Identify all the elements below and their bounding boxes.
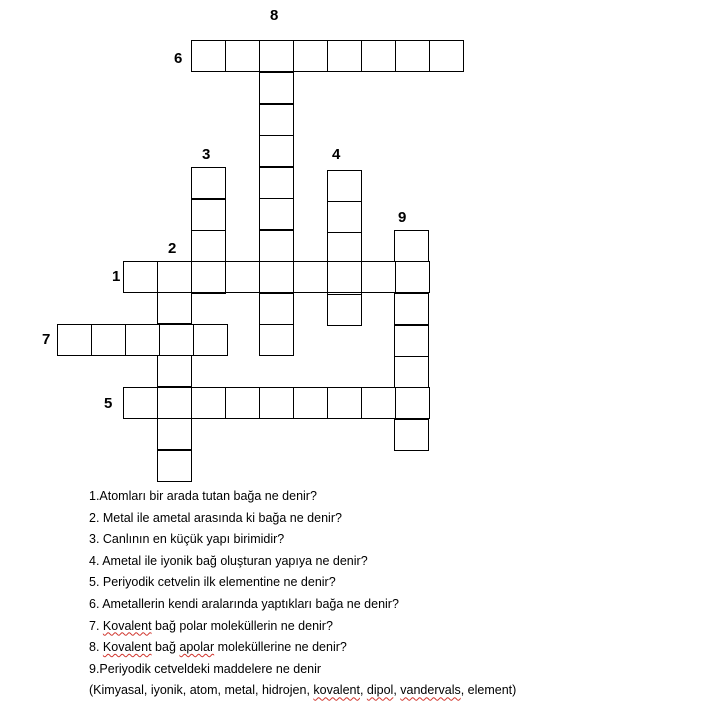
cell-row-7[interactable] xyxy=(159,324,194,356)
clue-8: 8. Kovalent bağ apolar moleküllerine ne denir? xyxy=(89,640,347,655)
cell-row-5[interactable] xyxy=(191,387,226,419)
clue-number-2: 2 xyxy=(168,240,177,257)
cell-row-5[interactable] xyxy=(123,387,158,419)
cell-col-8[interactable] xyxy=(259,293,294,325)
cell-col-4[interactable] xyxy=(327,294,362,326)
cell-row-1[interactable] xyxy=(123,261,158,293)
cell-col-9[interactable] xyxy=(394,356,429,388)
cell-col-9[interactable] xyxy=(394,293,429,325)
clue-4: 4. Ametal ile iyonik bağ oluşturan yapıya ne denir? xyxy=(89,553,368,568)
clue-number-7: 7 xyxy=(42,331,51,348)
cell-row-1[interactable] xyxy=(225,261,260,293)
cell-row-6[interactable] xyxy=(293,40,328,72)
cell-row-5[interactable] xyxy=(395,387,430,419)
cell-row-1[interactable] xyxy=(259,261,294,293)
word-bank: (Kimyasal, iyonik, atom, metal, hidrojen, kovalent, dipol, vandervals, element) xyxy=(89,683,517,698)
cell-row-1[interactable] xyxy=(327,261,362,293)
clue-number-3: 3 xyxy=(202,146,211,163)
cell-col-3[interactable] xyxy=(191,199,226,231)
cell-row-6[interactable] xyxy=(395,40,430,72)
clue-number-8: 8 xyxy=(270,7,279,24)
cell-row-1[interactable] xyxy=(191,261,226,293)
cell-row-1[interactable] xyxy=(395,261,430,293)
clue-number-4: 4 xyxy=(332,146,341,163)
clue-list xyxy=(89,486,689,702)
cell-row-6[interactable] xyxy=(429,40,464,72)
cell-row-6[interactable] xyxy=(225,40,260,72)
clue-9: 9.Periyodik cetveldeki maddelere ne denir xyxy=(89,661,322,676)
cell-row-5[interactable] xyxy=(361,387,396,419)
cell-col-2[interactable] xyxy=(157,418,192,450)
cell-row-1[interactable] xyxy=(361,261,396,293)
cell-col-8[interactable] xyxy=(259,72,294,104)
cell-col-4[interactable] xyxy=(327,201,362,233)
cell-row-5[interactable] xyxy=(293,387,328,419)
cell-row-5[interactable] xyxy=(259,387,294,419)
clue-2: 2. Metal ile ametal arasında ki bağa ne denir? xyxy=(89,510,342,525)
cell-row-6[interactable] xyxy=(259,40,294,72)
cell-row-1[interactable] xyxy=(157,261,192,293)
cell-col-9[interactable] xyxy=(394,325,429,357)
cell-col-9[interactable] xyxy=(394,419,429,451)
cell-row-7[interactable] xyxy=(125,324,160,356)
cell-col-2[interactable] xyxy=(157,450,192,482)
cell-col-8[interactable] xyxy=(259,230,294,262)
cell-col-9[interactable] xyxy=(394,230,429,262)
cell-col-2[interactable] xyxy=(157,355,192,387)
cell-row-5[interactable] xyxy=(157,387,192,419)
cell-col-3[interactable] xyxy=(191,230,226,262)
cell-row-7[interactable] xyxy=(193,324,228,356)
clue-number-9: 9 xyxy=(398,209,407,226)
cell-row-5[interactable] xyxy=(225,387,260,419)
cell-col-8[interactable] xyxy=(259,167,294,199)
cell-col-8[interactable] xyxy=(259,198,294,230)
clue-3: 3. Canlının en küçük yapı birimidir? xyxy=(89,532,285,547)
cell-col-8[interactable] xyxy=(259,324,294,356)
cell-col-8[interactable] xyxy=(259,104,294,136)
cell-col-4[interactable] xyxy=(327,170,362,202)
clue-number-6: 6 xyxy=(174,50,183,67)
cell-row-5[interactable] xyxy=(327,387,362,419)
clue-number-5: 5 xyxy=(104,395,113,412)
clue-6: 6. Ametallerin kendi aralarında yaptıkları bağa ne denir? xyxy=(89,596,399,611)
cell-row-6[interactable] xyxy=(327,40,362,72)
cell-col-3[interactable] xyxy=(191,167,226,199)
cell-row-1[interactable] xyxy=(293,261,328,293)
cell-row-7[interactable] xyxy=(57,324,92,356)
clue-5: 5. Periyodik cetvelin ilk elementine ne denir? xyxy=(89,575,336,590)
clue-1: 1.Atomları bir arada tutan bağa ne denir? xyxy=(89,489,317,503)
clue-number-1: 1 xyxy=(112,268,121,285)
clue-7: 7. Kovalent bağ polar moleküllerin ne denir? xyxy=(89,618,333,633)
cell-col-4[interactable] xyxy=(327,232,362,264)
cell-row-6[interactable] xyxy=(191,40,226,72)
cell-col-8[interactable] xyxy=(259,135,294,167)
cell-col-2[interactable] xyxy=(157,292,192,324)
cell-row-6[interactable] xyxy=(361,40,396,72)
cell-row-7[interactable] xyxy=(91,324,126,356)
